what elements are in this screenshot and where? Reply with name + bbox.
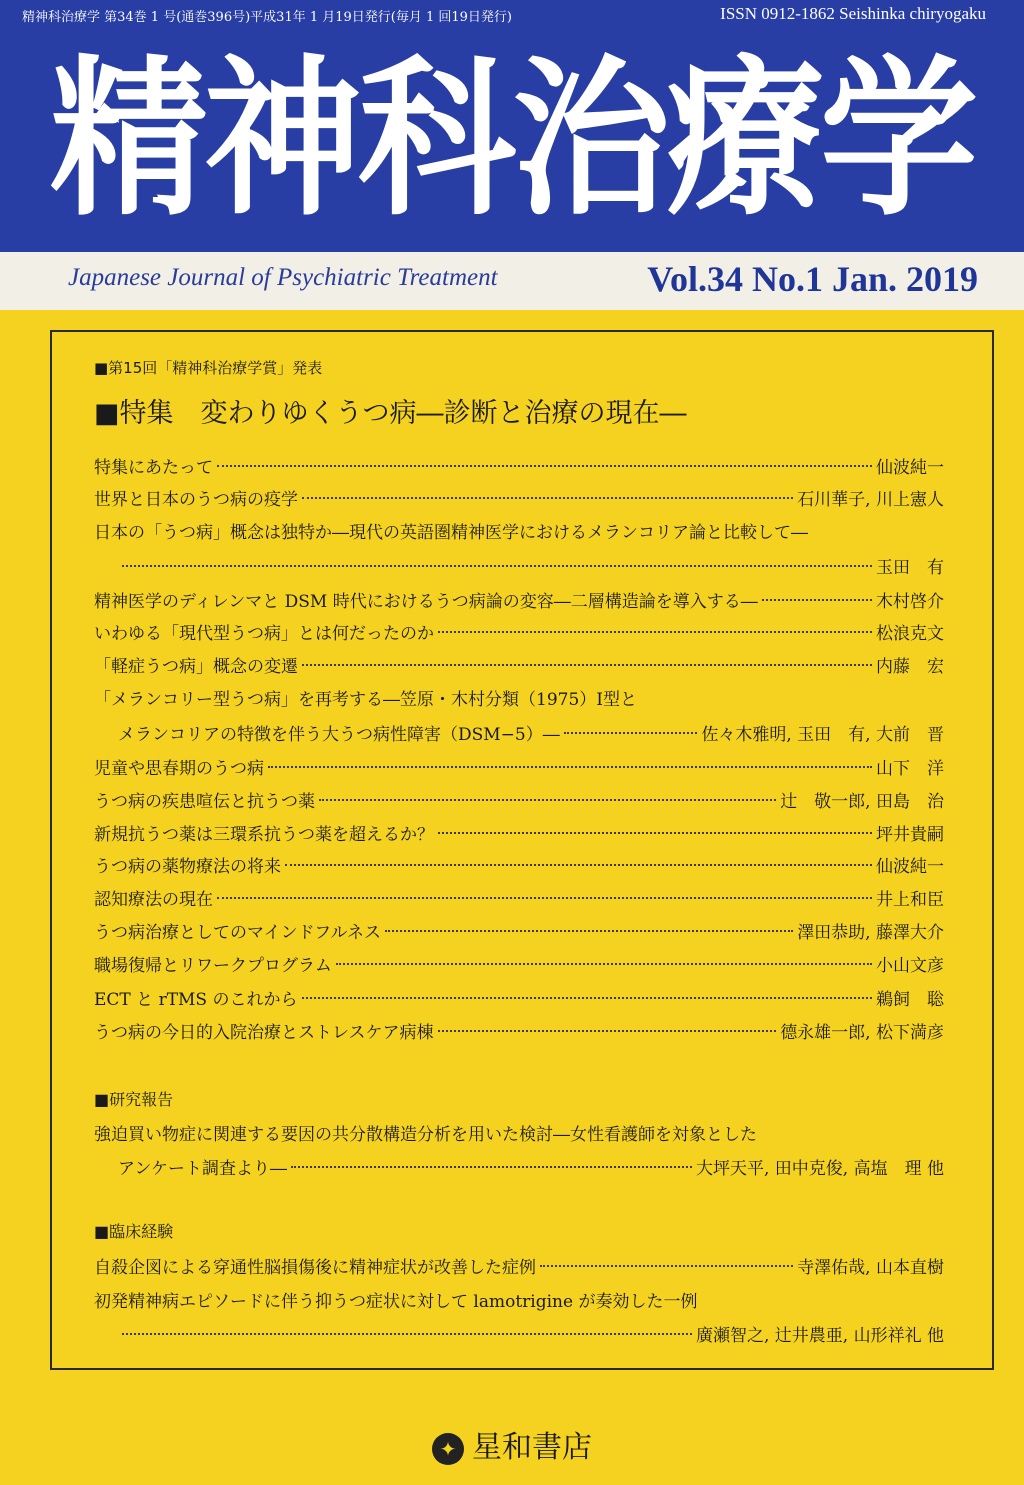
journal-title: 精神科治療学 <box>50 40 974 240</box>
issn: ISSN 0912-1862 Seishinka chiryogaku <box>720 4 986 23</box>
toc-entry <box>94 754 944 780</box>
entry-title: 「軽症うつ病」概念の変遷 <box>94 657 298 677</box>
entry-title: 児童や思春期のうつ病 <box>94 759 264 779</box>
toc-entry <box>94 1018 944 1044</box>
entry-title: いわゆる「現代型うつ病」とは何だったのか <box>94 624 434 644</box>
award-announcement: ■第15回「精神科治療学賞」発表 <box>94 359 323 377</box>
entry-title-continued: アンケート調査より― <box>118 1159 287 1179</box>
toc-entry <box>94 453 944 479</box>
toc-entry <box>94 820 944 846</box>
entry-title: 日本の「うつ病」概念は独特か―現代の英語圏精神医学におけるメランコリア論と比較して― <box>94 523 808 543</box>
issue-number: Vol.34 No.1 Jan. 2019 <box>647 259 978 299</box>
toc-entry-continued <box>118 1321 944 1347</box>
publication-info: 精神科治療学 第34巻 1 号(通巻396号)平成31年 1 月19日発行(毎月 1 回19日発行) <box>22 10 513 25</box>
entry-author: 松浪克文 <box>876 624 944 644</box>
toc-entry-continued <box>118 720 944 746</box>
toc-entry <box>94 652 944 678</box>
toc-entry <box>94 518 808 544</box>
publisher <box>0 1422 1024 1466</box>
entry-author: 仙波純一 <box>876 857 944 877</box>
entry-title: ECT と rTMS のこれから <box>94 990 298 1010</box>
research-heading: ■研究報告 <box>94 1090 174 1109</box>
toc-entry <box>94 787 944 813</box>
publisher-name: 星和書店 <box>472 1430 592 1465</box>
entry-author: 大坪天平, 田中克俊, 高塩 理 他 <box>695 1159 944 1179</box>
entry-author: 寺澤佑哉, 山本直樹 <box>797 1258 944 1278</box>
entry-title: 特集にあたって <box>94 458 213 478</box>
entry-author: 德永雄一郎, 松下満彦 <box>780 1023 944 1043</box>
entry-title-continued: メランコリアの特徴を伴う大うつ病性障害（DSM−5）― <box>118 725 560 745</box>
entry-title: 認知療法の現在 <box>94 890 213 910</box>
entry-title: うつ病の疾患喧伝と抗うつ薬 <box>94 792 315 812</box>
entry-author: 澤田恭助, 藤澤大介 <box>797 923 944 943</box>
entry-author: 玉田 有 <box>876 558 944 578</box>
entry-title: うつ病の薬物療法の将来 <box>94 857 281 877</box>
entry-author: 佐々木雅明, 玉田 有, 大前 晋 <box>701 725 944 745</box>
entry-author: 坪井貴嗣 <box>876 825 944 845</box>
entry-title: 新規抗うつ薬は三環系抗うつ薬を超えるか？ <box>94 825 434 845</box>
toc-entry <box>94 1253 944 1279</box>
toc-entry <box>94 985 944 1011</box>
toc-entry <box>94 1120 757 1146</box>
toc-entry <box>94 619 944 645</box>
toc-entry <box>94 685 637 711</box>
toc-entry <box>94 885 944 911</box>
toc-entry <box>94 918 944 944</box>
toc-entry <box>94 852 944 878</box>
toc-entry <box>94 951 944 977</box>
entry-title: 精神医学のディレンマと DSM 時代におけるうつ病論の変容―二層構造論を導入する― <box>94 592 758 612</box>
entry-title: 「メランコリー型うつ病」を再考する―笠原・木村分類（1975）Ⅰ型と <box>94 690 637 710</box>
journal-subtitle: Japanese Journal of Psychiatric Treatment <box>68 264 498 291</box>
entry-author: 廣瀬智之, 辻井農亜, 山形祥礼 他 <box>695 1326 944 1346</box>
toc-entry-continued <box>118 553 944 579</box>
entry-author: 辻 敬一郎, 田島 治 <box>780 792 944 812</box>
toc-entry <box>94 1287 697 1313</box>
entry-title: 世界と日本のうつ病の疫学 <box>94 490 298 510</box>
entry-title: うつ病治療としてのマインドフルネス <box>94 923 381 943</box>
publisher-logo-icon: ✦ <box>432 1433 464 1465</box>
entry-title: うつ病の今日的入院治療とストレスケア病棟 <box>94 1023 434 1043</box>
clinical-heading: ■臨床経験 <box>94 1222 174 1241</box>
entry-author: 木村啓介 <box>876 592 944 612</box>
toc-entry-continued <box>118 1154 944 1180</box>
entry-title: 初発精神病エピソードに伴う抑うつ症状に対して lamotrigine が奏効した一例 <box>94 1292 698 1312</box>
entry-author: 山下 洋 <box>876 759 944 779</box>
toc-entry <box>94 587 944 613</box>
entry-author: 内藤 宏 <box>876 657 944 677</box>
entry-author: 小山文彦 <box>876 956 944 976</box>
entry-author: 鵜飼 聡 <box>876 990 944 1010</box>
entry-author: 井上和臣 <box>876 890 944 910</box>
entry-title: 職場復帰とリワークプログラム <box>94 956 332 976</box>
entry-author: 石川華子, 川上憲人 <box>797 490 944 510</box>
entry-title: 強迫買い物症に関連する要因の共分散構造分析を用いた検討―女性看護師を対象とした <box>94 1125 757 1145</box>
toc-entry <box>94 485 944 511</box>
special-feature-title: ■特集 変わりゆくうつ病―診断と治療の現在― <box>94 398 687 429</box>
entry-author: 仙波純一 <box>876 458 944 478</box>
entry-title: 自殺企図による穿通性脳損傷後に精神症状が改善した症例 <box>94 1258 536 1278</box>
